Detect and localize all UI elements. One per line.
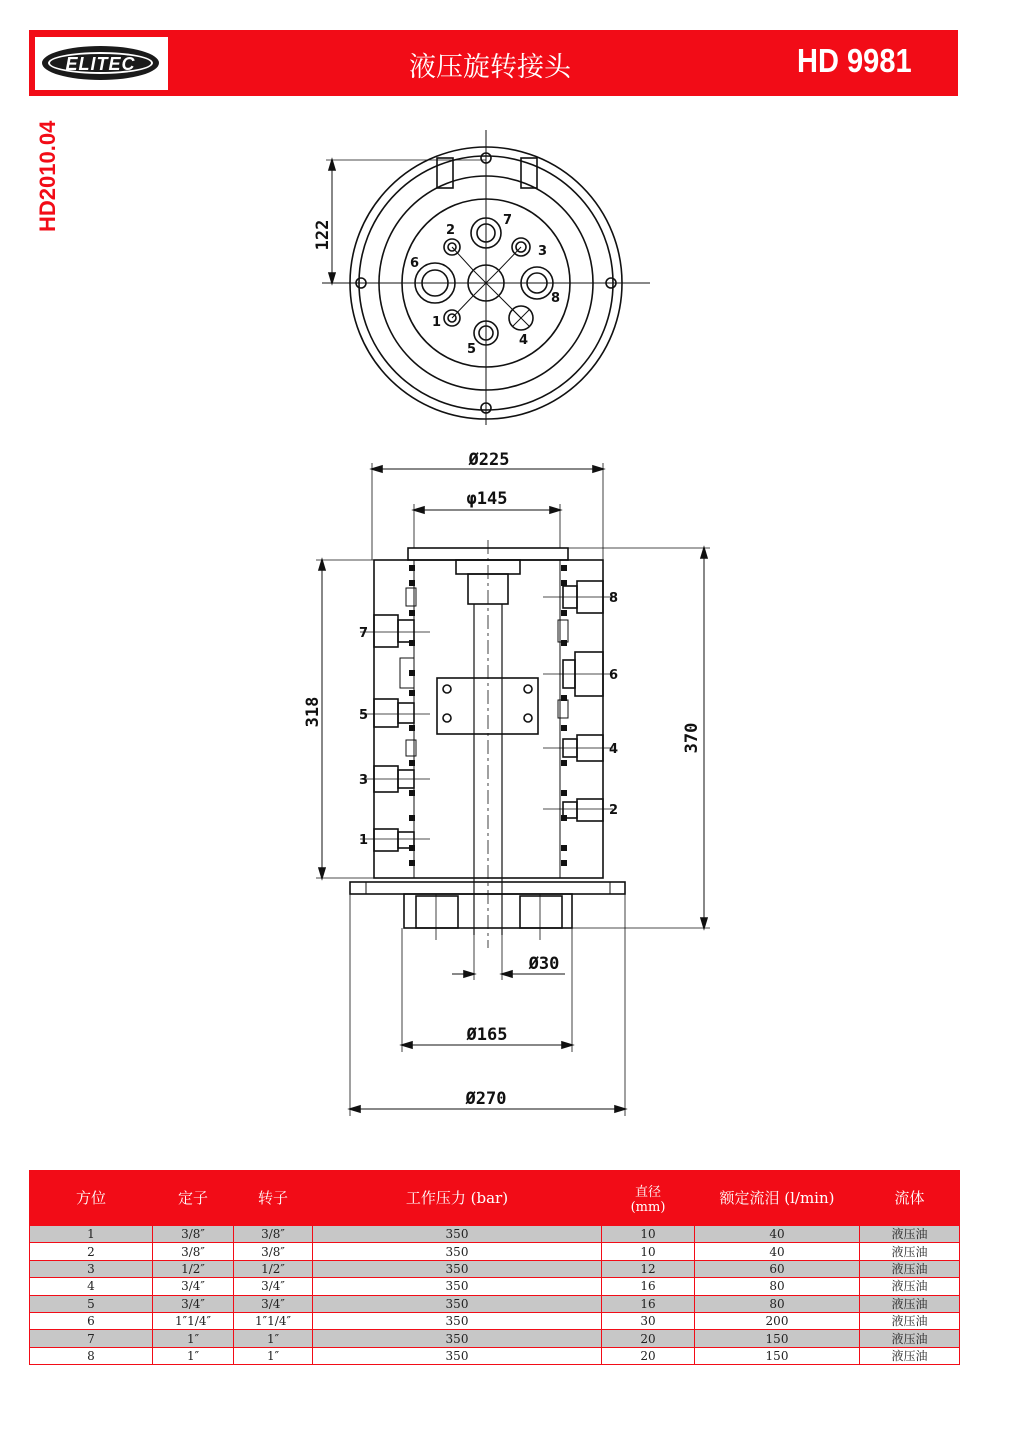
side-port-label-8: 8 — [609, 591, 619, 606]
center-plate — [437, 678, 538, 734]
cell-pos: 4 — [30, 1278, 153, 1295]
cell-fluid: 液压油 — [860, 1330, 960, 1347]
spec-table — [29, 1170, 960, 1365]
cell-fluid: 液压油 — [860, 1226, 960, 1243]
cell-pos: 2 — [30, 1243, 153, 1260]
cell-pos: 3 — [30, 1260, 153, 1277]
header-diameter-unit: (mm) — [630, 1199, 666, 1215]
cell-dia: 16 — [602, 1295, 695, 1312]
cell-fluid: 液压油 — [860, 1260, 960, 1277]
table-row — [30, 1295, 960, 1312]
header-fluid: 流体 — [860, 1170, 960, 1226]
base-flange — [350, 882, 625, 894]
dim-318: 318 — [303, 696, 323, 728]
top-port-label-6: 6 — [410, 256, 420, 271]
cell-flow: 80 — [695, 1278, 860, 1295]
cell-dia: 16 — [602, 1278, 695, 1295]
header-rotor: 转子 — [234, 1170, 313, 1226]
cell-flow: 150 — [695, 1347, 860, 1364]
cell-pos: 7 — [30, 1330, 153, 1347]
cell-pressure: 350 — [313, 1330, 602, 1347]
table-row — [30, 1312, 960, 1329]
cell-stator: 1″ — [153, 1330, 234, 1347]
top-port-label-3: 3 — [538, 244, 548, 259]
cell-fluid: 液压油 — [860, 1278, 960, 1295]
cell-dia: 20 — [602, 1330, 695, 1347]
cell-rotor: 1″ — [234, 1330, 313, 1347]
top-port-label-2: 2 — [446, 223, 456, 238]
dim-diameter-270: Ø270 — [465, 1089, 507, 1109]
side-view — [316, 463, 710, 1116]
cell-dia: 30 — [602, 1312, 695, 1329]
top-port-label-5: 5 — [467, 342, 477, 357]
table-row — [30, 1278, 960, 1295]
table-body — [30, 1226, 960, 1365]
cell-fluid: 液压油 — [860, 1347, 960, 1364]
cell-pos: 5 — [30, 1295, 153, 1312]
side-port-label-4: 4 — [609, 742, 619, 757]
cell-pressure: 350 — [313, 1278, 602, 1295]
dim-diameter-30: Ø30 — [528, 954, 560, 974]
top-view — [322, 130, 650, 425]
side-port-label-3: 3 — [359, 773, 369, 788]
document-title: 液压旋转接头 — [409, 52, 571, 83]
dim-diameter-145: φ145 — [466, 489, 508, 509]
cell-fluid: 液压油 — [860, 1312, 960, 1329]
header-diameter-label: 直径 — [634, 1184, 661, 1200]
cell-rotor: 3/4″ — [234, 1278, 313, 1295]
cell-pressure: 350 — [313, 1226, 602, 1243]
table-row — [30, 1226, 960, 1243]
table-row — [30, 1243, 960, 1260]
logo-text: ELITEC — [65, 54, 136, 74]
top-port-label-4: 4 — [519, 333, 529, 348]
header-position: 方位 — [30, 1170, 153, 1226]
cell-stator: 3/4″ — [153, 1278, 234, 1295]
cell-stator: 3/4″ — [153, 1295, 234, 1312]
top-port-label-1: 1 — [432, 315, 442, 330]
header-flow: 额定流泪 (l/min) — [695, 1170, 860, 1226]
cell-stator: 1/2″ — [153, 1260, 234, 1277]
side-port-label-1: 1 — [359, 833, 369, 848]
cell-rotor: 1″ — [234, 1347, 313, 1364]
table-row — [30, 1330, 960, 1347]
header-stator: 定子 — [153, 1170, 234, 1226]
revision-code: HD2010.04 — [35, 120, 60, 232]
cell-dia: 10 — [602, 1243, 695, 1260]
dim-122: 122 — [313, 219, 333, 251]
top-port-label-7: 7 — [503, 213, 513, 228]
top-port-label-8: 8 — [551, 291, 561, 306]
cell-rotor: 3/8″ — [234, 1243, 313, 1260]
cell-stator: 1″ — [153, 1347, 234, 1364]
dim-diameter-225: Ø225 — [468, 450, 510, 470]
cell-dia: 20 — [602, 1347, 695, 1364]
cell-pressure: 350 — [313, 1312, 602, 1329]
header-pressure: 工作压力 (bar) — [313, 1170, 602, 1226]
cell-rotor: 1″1/4″ — [234, 1312, 313, 1329]
cell-fluid: 液压油 — [860, 1295, 960, 1312]
cell-pressure: 350 — [313, 1347, 602, 1364]
cell-pos: 6 — [30, 1312, 153, 1329]
cell-pressure: 350 — [313, 1260, 602, 1277]
cell-flow: 40 — [695, 1243, 860, 1260]
cell-rotor: 1/2″ — [234, 1260, 313, 1277]
cell-flow: 200 — [695, 1312, 860, 1329]
model-number: HD 9981 — [797, 42, 912, 79]
cell-rotor: 3/4″ — [234, 1295, 313, 1312]
cell-pos: 8 — [30, 1347, 153, 1364]
cell-stator: 3/8″ — [153, 1243, 234, 1260]
side-port-label-5: 5 — [359, 708, 369, 723]
side-port-label-7: 7 — [359, 626, 369, 641]
cell-stator: 1″1/4″ — [153, 1312, 234, 1329]
table-row — [30, 1347, 960, 1364]
cell-rotor: 3/8″ — [234, 1226, 313, 1243]
cell-flow: 40 — [695, 1226, 860, 1243]
cell-stator: 3/8″ — [153, 1226, 234, 1243]
cell-pressure: 350 — [313, 1243, 602, 1260]
cell-flow: 60 — [695, 1260, 860, 1277]
cell-dia: 10 — [602, 1226, 695, 1243]
dim-diameter-165: Ø165 — [466, 1025, 508, 1045]
dim-370: 370 — [682, 722, 702, 754]
cell-pos: 1 — [30, 1226, 153, 1243]
table-row — [30, 1260, 960, 1277]
cell-flow: 150 — [695, 1330, 860, 1347]
table-header-row — [30, 1170, 960, 1226]
cell-fluid: 液压油 — [860, 1243, 960, 1260]
side-port-label-6: 6 — [609, 668, 619, 683]
cell-pressure: 350 — [313, 1295, 602, 1312]
cell-dia: 12 — [602, 1260, 695, 1277]
side-port-label-2: 2 — [609, 803, 619, 818]
cell-flow: 80 — [695, 1295, 860, 1312]
header-diameter — [602, 1170, 695, 1226]
